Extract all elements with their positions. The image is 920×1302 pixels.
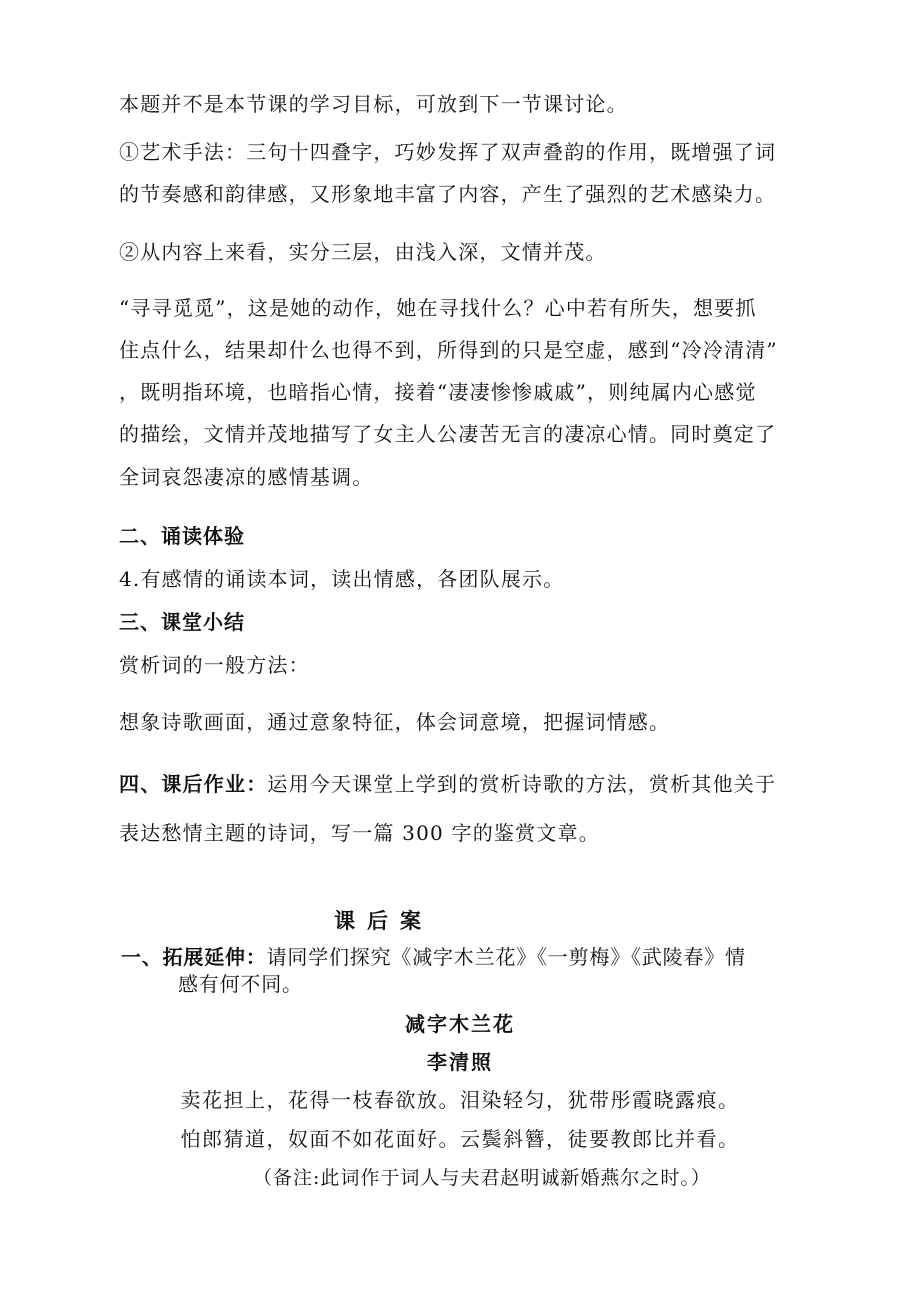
intro-line: 本题并不是本节课的学习目标，可放到下一节课讨论。 bbox=[119, 92, 628, 116]
extension-text: 请同学们探究《减字木兰花》《一剪梅》《武陵春》情 bbox=[266, 945, 746, 969]
extension-line2: 感有何不同。 bbox=[178, 972, 303, 996]
point1-line1: ①艺术手法：三句十四叠字，巧妙发挥了双声叠韵的作用，既增强了词 bbox=[119, 140, 777, 164]
analysis-line: 全词哀怨凄凉的感情基调。 bbox=[119, 465, 374, 489]
poem-line: 卖花担上，花得一枝春欲放。泪染轻匀，犹带彤霞晓露痕。 bbox=[180, 1088, 740, 1112]
section3-heading: 三、课堂小结 bbox=[119, 610, 245, 634]
point1-line2: 的节奏感和韵律感，又形象地丰富了内容，产生了强烈的艺术感染力。 bbox=[119, 182, 777, 206]
analysis-line: 的描绘，文情并茂地描写了女主人公凄苦无言的凄凉心情。同时奠定了 bbox=[119, 422, 777, 446]
homework-line2: 表达愁情主题的诗词，写一篇 300 字的鉴赏文章。 bbox=[119, 821, 600, 845]
poem-title: 减字木兰花 bbox=[405, 1012, 515, 1036]
analysis-line: 住点什么，结果却什么也得不到，所得到的只是空虚，感到“冷冷清清” bbox=[119, 338, 778, 362]
homework-heading: 四、课后作业： bbox=[119, 772, 268, 796]
poem-line: 怕郎猜道，奴面不如花面好。云鬓斜簪，徒要教郎比并看。 bbox=[180, 1127, 740, 1151]
extension-block bbox=[121, 944, 811, 998]
section2-item: 4.有感情的诵读本词，读出情感，各团队展示。 bbox=[119, 567, 565, 591]
summary-line: 赏析词的一般方法： bbox=[119, 653, 310, 677]
analysis-line: “寻寻觅觅”，这是她的动作，她在寻找什么？心中若有所失，想要抓 bbox=[119, 296, 757, 320]
summary-method-line: 想象诗歌画面，通过意象特征，体会词意境，把握词情感。 bbox=[119, 710, 671, 734]
poem-author: 李清照 bbox=[427, 1050, 493, 1074]
analysis-line: ，既明指环境，也暗指心情，接着“凄凄惨惨戚戚”，则纯属内心感觉 bbox=[119, 380, 757, 404]
extension-line1 bbox=[121, 944, 811, 971]
extension-label: 一、拓展延伸： bbox=[121, 945, 267, 969]
homework-text: 运用今天课堂上学到的赏析诗歌的方法，赏析其他关于 bbox=[267, 772, 777, 796]
homework-line1 bbox=[119, 770, 776, 798]
after-class-title: 课后案 bbox=[334, 909, 433, 933]
poem-note: （备注:此词作于词人与夫君赵明诚新婚燕尔之时。） bbox=[253, 1167, 711, 1189]
section2-heading: 二、诵读体验 bbox=[119, 524, 245, 548]
point2-line: ②从内容上来看，实分三层，由浅入深，文情并茂。 bbox=[119, 240, 607, 264]
